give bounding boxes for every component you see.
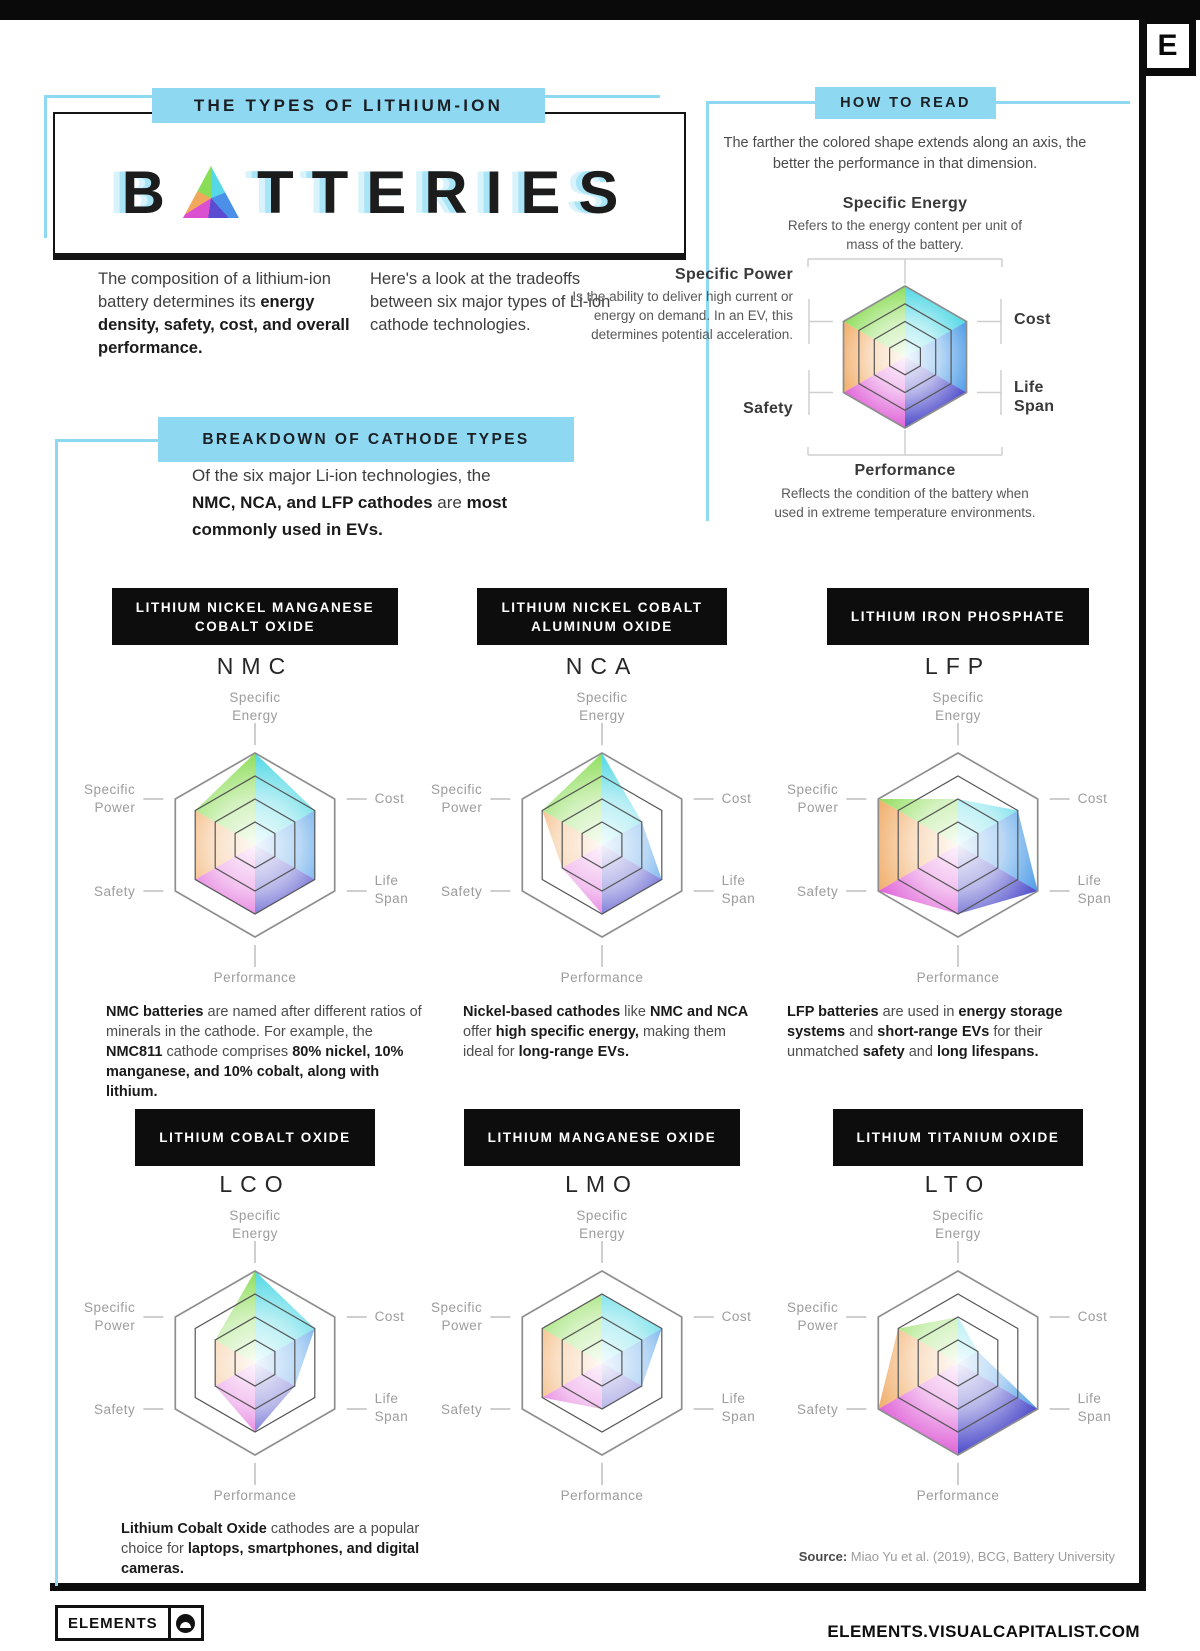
frame-right-border [1139, 18, 1146, 1591]
axis-label-performance: Performance [916, 970, 1000, 985]
axis-label-specific-power: Specific Power [431, 1300, 483, 1333]
axis-label-specific-power: Specific Power [787, 782, 839, 815]
abbr-lto: LTO [924, 1171, 992, 1197]
axis-label-cost: Cost [374, 1309, 405, 1324]
radar-chart-lco [55, 1163, 455, 1563]
axis-heading-performance: Performance [854, 462, 956, 479]
radar-chart-lfp [758, 645, 1158, 1045]
batteries-wordmark [72, 150, 668, 234]
radar-svg [55, 645, 455, 1045]
abbr-lco: LCO [219, 1171, 291, 1197]
wordmark-letter: R [424, 158, 468, 226]
intro-paragraph-2: Here's a look at the tradeoffs between six major types of Li-ion cathode technologies. [370, 270, 611, 334]
header-box-lmo: LITHIUM MANGANESE OXIDE [452, 1109, 752, 1166]
radar-svg [758, 645, 1158, 1045]
axis-label-life-span: Life Span [1077, 1391, 1112, 1424]
desc-nca: Nickel-based cathodes like NMC and NCA offer high specific energy, making them ideal for long-range EVs. [463, 1004, 749, 1060]
axis-label-cost: Cost [1077, 1309, 1108, 1324]
axis-label-specific-power: Specific Power [787, 1300, 839, 1333]
wordmark-letter: E [520, 158, 561, 226]
footer-url: ELEMENTS.VISUALCAPITALIST.COM [827, 1622, 1140, 1641]
radar-svg [402, 1163, 802, 1563]
elements-logo-mark [1139, 0, 1196, 76]
radar-svg [402, 645, 802, 1045]
axis-label-life-span: Life Span [1077, 873, 1112, 906]
axis-label-life-span: Life Span [721, 1391, 756, 1424]
radar-chart-lto [758, 1163, 1158, 1563]
axis-label-performance: Performance [560, 970, 644, 985]
axis-label-cost: Cost [374, 791, 405, 806]
axis-label-performance: Performance [560, 1488, 644, 1503]
breakdown-intro: Of the six major Li-ion technologies, the NMC, NCA, and LFP cathodes are most commonly used in EVs. [192, 466, 508, 539]
radar-chart-nmc [55, 645, 455, 1045]
axis-label-specific-energy: Specific Energy [576, 690, 628, 723]
top-black-bar [0, 0, 1200, 20]
elements-logo-letter: E [1147, 24, 1189, 68]
desc-lco: Lithium Cobalt Oxide cathodes are a popular choice for laptops, smartphones, and digital cameras. [121, 1521, 420, 1577]
radar-chart-lmo [402, 1163, 802, 1563]
wordmark-letter: E [366, 158, 407, 226]
axis-desc-specific-energy: Refers to the energy content per unit of mass of the battery. [787, 218, 1023, 252]
axis-label-safety: Safety [94, 884, 136, 899]
axis-label-specific-energy: Specific Energy [229, 690, 281, 723]
axis-heading-cost: Cost [1014, 311, 1051, 328]
footer-brand-box [55, 1605, 204, 1641]
axis-label-specific-energy: Specific Energy [576, 1208, 628, 1241]
radar-svg [55, 1163, 455, 1563]
breakdown-accent-line-left [55, 439, 58, 1586]
breakdown-banner: BREAKDOWN OF CATHODE TYPES [158, 417, 574, 462]
axis-label-specific-power: Specific Power [84, 782, 136, 815]
axis-heading-safety: Safety [743, 400, 793, 417]
axis-label-safety: Safety [94, 1402, 136, 1417]
axis-label-life-span: Life Span [374, 873, 409, 906]
radar-svg [758, 1163, 1158, 1563]
how-to-read-intro: The farther the colored shape extends along an axis, the better the performance in that dimension. [723, 135, 1087, 172]
wordmark-letter: I [485, 158, 503, 226]
axis-desc-specific-power: Is the ability to deliver high current or energy on demand. In an EV, this determines potential acceleration. [572, 289, 793, 342]
axis-label-specific-power: Specific Power [84, 1300, 136, 1333]
abbr-nmc: NMC [216, 653, 294, 679]
wordmark-letter: S [578, 158, 619, 226]
axis-label-specific-energy: Specific Energy [932, 690, 984, 723]
source-label: Source: [798, 1549, 848, 1564]
intro-paragraph-1: The composition of a lithium-ion battery determines its energy density, safety, cost, and overall performance. [98, 270, 350, 357]
axis-desc-performance: Reflects the condition of the battery when used in extreme temperature environments. [774, 486, 1036, 520]
wordmark-letter: B [121, 158, 165, 226]
how-to-read-banner: HOW TO READ [815, 87, 996, 119]
source-line [700, 1549, 1115, 1564]
desc-lfp: LFP batteries are used in energy storage systems and short-range EVs for their unmatched safety and long lifespans. [787, 1004, 1063, 1060]
footer-brand-label: ELEMENTS [68, 1614, 158, 1632]
footer-brand-icon-box [168, 1608, 201, 1638]
axis-label-performance: Performance [916, 1488, 1000, 1503]
axis-label-cost: Cost [1077, 791, 1108, 806]
prism-triangle-letter-a [183, 166, 239, 218]
axis-label-safety: Safety [797, 884, 839, 899]
axis-label-safety: Safety [441, 884, 483, 899]
wordmark-letter: T [256, 158, 294, 226]
abbr-lfp: LFP [924, 653, 992, 679]
axis-label-performance: Performance [213, 1488, 297, 1503]
desc-nmc: NMC batteries are named after different ratios of minerals in the cathode. For example, the NMC811 cathode comprises 80% nickel, 10% manganese, and 10% cobalt, along with lithium. [106, 1004, 422, 1100]
header-box-lco: LITHIUM COBALT OXIDE [105, 1109, 405, 1166]
axis-heading-specific-energy: Specific Energy [842, 195, 968, 212]
elements-globe-icon [176, 1614, 195, 1633]
axis-heading-specific-power: Specific Power [674, 266, 793, 283]
axis-label-safety: Safety [441, 1402, 483, 1417]
header-box-lto: LITHIUM TITANIUM OXIDE [808, 1109, 1108, 1166]
axis-label-cost: Cost [721, 1309, 752, 1324]
axis-label-performance: Performance [213, 970, 297, 985]
wordmark-letter: T [311, 158, 349, 226]
axis-label-specific-energy: Specific Energy [932, 1208, 984, 1241]
header-box-nmc: LITHIUM NICKEL MANGANESE COBALT OXIDE [105, 588, 405, 645]
abbr-nca: NCA [565, 653, 639, 679]
breakdown-accent-line-top [55, 439, 161, 442]
frame-bottom-border [50, 1583, 1146, 1591]
header-box-lfp: LITHIUM IRON PHOSPHATE [808, 588, 1108, 645]
header-box-nca: LITHIUM NICKEL COBALT ALUMINUM OXIDE [452, 588, 752, 645]
title-kicker-banner: THE TYPES OF LITHIUM-ION [152, 88, 545, 123]
axis-label-safety: Safety [797, 1402, 839, 1417]
axis-label-specific-energy: Specific Energy [229, 1208, 281, 1241]
abbr-lmo: LMO [565, 1171, 639, 1197]
axis-label-specific-power: Specific Power [431, 782, 483, 815]
title-accent-line-left [44, 95, 47, 238]
source-text: Miao Yu et al. (2019), BCG, Battery University [847, 1549, 1115, 1564]
radar-chart-nca [402, 645, 802, 1045]
axis-label-life-span: Life Span [374, 1391, 409, 1424]
axis-label-life-span: Life Span [721, 873, 756, 906]
axis-label-cost: Cost [721, 791, 752, 806]
axis-heading-life-span: Life Span [1014, 379, 1055, 415]
